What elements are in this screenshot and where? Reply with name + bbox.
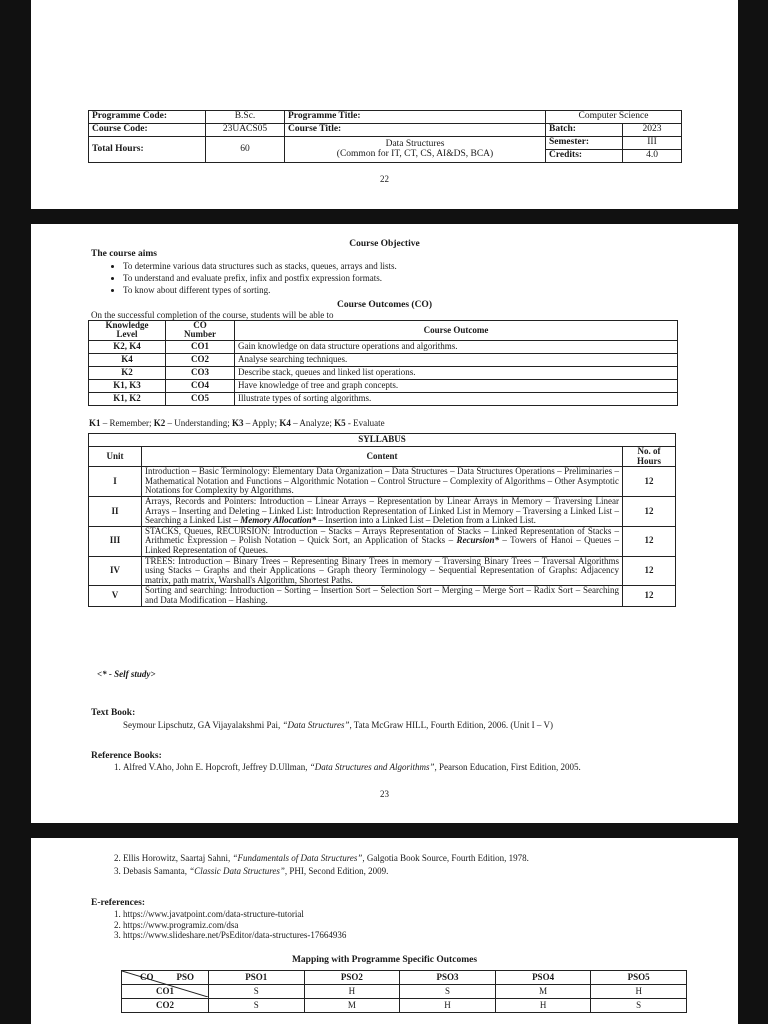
legend-key: K5 <box>334 418 346 428</box>
page-number: 22 <box>380 174 389 184</box>
legend-key: K1 <box>89 418 101 428</box>
table-row <box>89 366 678 379</box>
legend-key: K3 <box>232 418 244 428</box>
unit-cell: I <box>89 467 142 497</box>
header-line: Hours <box>636 455 661 466</box>
table-row <box>89 467 676 497</box>
course-title-label: Course Title: <box>285 124 546 137</box>
page-number: 23 <box>380 789 389 799</box>
mapping-cell: S <box>209 999 305 1013</box>
unit-cell: V <box>89 586 142 606</box>
course-outcome-header: Course Outcome <box>235 321 678 341</box>
course-code-value: 23UACS05 <box>206 124 285 137</box>
content-cell <box>142 496 623 526</box>
header-line: Knowledge <box>105 320 149 330</box>
co-number-cell: CO2 <box>166 353 235 366</box>
self-study-topic: Memory Allocation* <box>240 515 317 526</box>
course-objective-title: Course Objective <box>349 239 420 249</box>
total-hours-value: 60 <box>206 137 285 163</box>
e-references-heading: E-references: <box>91 898 145 908</box>
reference-item <box>123 762 705 773</box>
programme-title-value: Computer Science <box>546 111 682 124</box>
co-number-header <box>166 321 235 341</box>
content-header: Content <box>142 447 623 467</box>
hours-cell: 12 <box>623 496 676 526</box>
pso-header: PSO3 <box>400 971 496 985</box>
table-row <box>89 496 676 526</box>
co-number-cell: CO3 <box>166 366 235 379</box>
content-cell: Introduction – Basic Terminology: Elementary Data Organization – Data Structures – Data Structures Operations – Preliminaries – Mathematical Notation and Functions – Algorithmic Notation – Control Structure – Complexity of Algorithms – Other Asymptotic Notations for Complexity by Algorithms. <box>142 467 623 497</box>
co-cell: CO2 <box>122 999 209 1013</box>
document-page-23 <box>31 224 738 823</box>
corner-co-label: CO <box>140 971 154 982</box>
table-row <box>89 586 676 606</box>
outcome-cell: Illustrate types of sorting algorithms. <box>235 392 678 405</box>
legend-text: - Evaluate <box>345 418 385 428</box>
co-cell: CO1 <box>122 985 209 999</box>
mapping-cell: S <box>209 985 305 999</box>
mapping-title: Mapping with Programme Specific Outcomes <box>291 955 478 965</box>
table-row <box>89 392 678 405</box>
document-page-22 <box>31 0 738 209</box>
batch-label: Batch: <box>546 124 623 137</box>
content-cell <box>142 526 623 556</box>
co-number-cell: CO4 <box>166 379 235 392</box>
mapping-corner-cell <box>122 971 209 985</box>
table-row <box>89 353 678 366</box>
knowledge-level-header <box>89 321 166 341</box>
legend-text: – Analyze; <box>290 418 335 428</box>
e-reference-link[interactable]: 3. https://www.slideshare.net/PsEditor/data-structures-17664936 <box>123 930 705 941</box>
table-row <box>89 556 676 586</box>
content-cell: TREES: Introduction – Binary Trees – Representing Binary Trees in memory – Traversing Binary Trees – Traversal Algorithms using Stacks – Graphs and their Applications – Graph theory Terminology – Sequential Representation of Graphs: Adjacency matrix, path matrix, Warshall's Algorithm, Shortest Paths. <box>142 556 623 586</box>
course-title-line1: Data Structures <box>385 138 445 149</box>
book-title: “Data Structures and Algorithms” <box>309 762 435 772</box>
citation-text: Debasis Samanta, <box>123 865 190 876</box>
co-number-cell: CO1 <box>166 340 235 353</box>
corner-pso-label: PSO <box>176 972 194 982</box>
content-text: STACKS, Queues, RECURSION: Introduction – Stacks – Arrays Representation of Stacks – Linked Representation of Stacks – Arithmetic Expression – Polish Notation – Quick Sort, an Application of Stacks – <box>145 525 619 546</box>
content-text: – Insertion into a Linked List – Deletion from a Linked List. <box>316 515 536 526</box>
reference-books-heading: Reference Books: <box>91 751 162 761</box>
reference-list-continued <box>85 853 705 876</box>
header-line: Level <box>116 329 138 340</box>
semester-label: Semester: <box>546 137 623 150</box>
table-row <box>89 340 678 353</box>
citation-text: , Tata McGraw HILL, Fourth Edition, 2006. (Unit I – V) <box>349 720 553 730</box>
aim-item: • To understand and evaluate prefix, infix and postfix expression formats. <box>123 272 649 284</box>
outcome-cell: Describe stack, queues and linked list operations. <box>235 366 678 379</box>
unit-cell: II <box>89 496 142 526</box>
legend-key: K4 <box>279 418 291 428</box>
hours-header <box>623 447 676 467</box>
co-intro: On the successful completion of the course, students will be able to <box>91 310 334 320</box>
e-reference-link[interactable]: 1. https://www.javatpoint.com/data-structure-tutorial <box>123 909 705 920</box>
mapping-cell: H <box>495 999 591 1013</box>
header-line: No. of <box>637 446 661 456</box>
hours-cell: 12 <box>623 526 676 556</box>
outcome-cell: Have knowledge of tree and graph concepts. <box>235 379 678 392</box>
document-page-24 <box>31 838 738 1024</box>
legend-text: – Understanding; <box>165 418 233 428</box>
legend-text: – Apply; <box>243 418 280 428</box>
citation-text: , PHI, Second Edition, 2009. <box>284 865 389 876</box>
aims-list <box>89 260 649 296</box>
content-cell: Sorting and searching: Introduction – Sorting – Insertion Sort – Selection Sort – Merging – Merge Sort – Radix Sort – Searching and Data Modification – Hashing. <box>142 586 623 606</box>
pso-header: PSO5 <box>591 971 687 985</box>
reference-list-wrap <box>85 762 705 773</box>
course-outcomes-title: Course Outcomes (CO) <box>337 300 432 310</box>
legend-text: – Remember; <box>100 418 154 428</box>
mapping-cell: M <box>304 999 400 1013</box>
hours-cell: 12 <box>623 556 676 586</box>
course-code-label: Course Code: <box>89 124 206 137</box>
knowledge-level-cell: K1, K2 <box>89 392 166 405</box>
pso-header: PSO2 <box>304 971 400 985</box>
syllabus-title: SYLLABUS <box>89 434 676 447</box>
programme-code-label: Programme Code: <box>89 111 206 124</box>
co-number-cell: CO5 <box>166 392 235 405</box>
e-reference-link[interactable]: 2. https://www.programiz.com/dsa <box>123 920 705 931</box>
citation-text: Ellis Horowitz, Saartaj Sahni, <box>123 853 233 863</box>
mapping-cell: S <box>400 985 496 999</box>
citation-text: Seymour Lipschutz, GA Vijayalakshmi Pai, <box>123 720 283 730</box>
aim-item: • To determine various data structures such as stacks, queues, arrays and lists. <box>123 260 649 272</box>
legend-key: K2 <box>153 418 166 428</box>
e-references-wrap <box>85 909 705 941</box>
aim-item: • To know about different types of sorting. <box>123 284 649 296</box>
text-book-heading: Text Book: <box>91 708 136 718</box>
pso-mapping-table <box>121 970 687 1013</box>
course-header-table <box>88 110 682 163</box>
mapping-cell: M <box>495 985 591 999</box>
credits-label: Credits: <box>546 150 623 163</box>
table-row <box>122 999 687 1013</box>
hours-cell: 12 <box>623 586 676 606</box>
knowledge-level-cell: K2 <box>89 366 166 379</box>
citation-text: , Pearson Education, First Edition, 2005. <box>434 762 581 772</box>
hours-cell: 12 <box>623 467 676 497</box>
mapping-cell: H <box>400 999 496 1013</box>
table-row <box>89 526 676 556</box>
unit-cell: III <box>89 526 142 556</box>
programme-code-value: B.Sc. <box>206 111 285 124</box>
course-outcomes-table <box>88 320 678 406</box>
outcome-cell: Gain knowledge on data structure operations and algorithms. <box>235 340 678 353</box>
unit-header: Unit <box>89 447 142 467</box>
batch-value: 2023 <box>623 124 682 137</box>
aims-list-wrap <box>89 260 649 296</box>
aims-heading: The course aims <box>91 249 157 259</box>
outcome-cell: Analyse searching techniques. <box>235 353 678 366</box>
mapping-cell: S <box>591 999 687 1013</box>
citation-text: , Galgotia Book Source, Fourth Edition, 1978. <box>362 853 529 863</box>
reference-item <box>123 866 705 877</box>
programme-title-label: Programme Title: <box>285 111 546 124</box>
unit-cell: IV <box>89 556 142 586</box>
reference-list <box>85 762 705 773</box>
course-title-line2: (Common for IT, CT, CS, AI&DS, BCA) <box>336 148 494 159</box>
diagonal-divider <box>122 971 208 997</box>
header-line: Number <box>184 329 216 340</box>
self-study-topic: Recursion* <box>456 535 499 546</box>
knowledge-level-cell: K2, K4 <box>89 340 166 353</box>
e-references-list <box>85 909 705 941</box>
syllabus-table <box>88 433 676 607</box>
reference-list-continued-wrap <box>85 853 705 876</box>
knowledge-level-legend <box>89 418 385 430</box>
content-text: Arrays, Records and Pointers: Introduction – Linear Arrays – Representation by Linear Arrays in Memory – Traversing Linear Arrays – Inserting and Deleting – Linked List: Introduction Representation of Linked List in Memory – Traversing a Linked List – Searching a Linked List – <box>145 495 619 526</box>
pso-header: PSO1 <box>209 971 305 985</box>
book-title: “Fundamentals of Data Structures” <box>232 853 363 863</box>
knowledge-level-cell: K1, K3 <box>89 379 166 392</box>
text-book-entry <box>123 720 705 732</box>
content-text: – Towers of Hanoi – Queues – Linked Representation of Queues. <box>145 535 620 555</box>
book-title: “Data Structures” <box>282 720 350 730</box>
course-title-value <box>285 137 546 163</box>
book-title: “Classic Data Structures” <box>189 865 285 876</box>
pso-header: PSO4 <box>495 971 591 985</box>
credits-value: 4.0 <box>623 150 682 163</box>
table-row <box>89 379 678 392</box>
semester-value: III <box>623 137 682 150</box>
mapping-cell: H <box>304 985 400 999</box>
total-hours-label: Total Hours: <box>89 137 206 163</box>
mapping-cell: H <box>591 985 687 999</box>
reference-item <box>123 853 705 864</box>
knowledge-level-cell: K4 <box>89 353 166 366</box>
header-line: CO <box>193 320 207 330</box>
self-study-note: <* - Self study> <box>97 669 156 679</box>
citation-text: Alfred V.Aho, John E. Hopcroft, Jeffrey D.Ullman, <box>123 762 310 772</box>
